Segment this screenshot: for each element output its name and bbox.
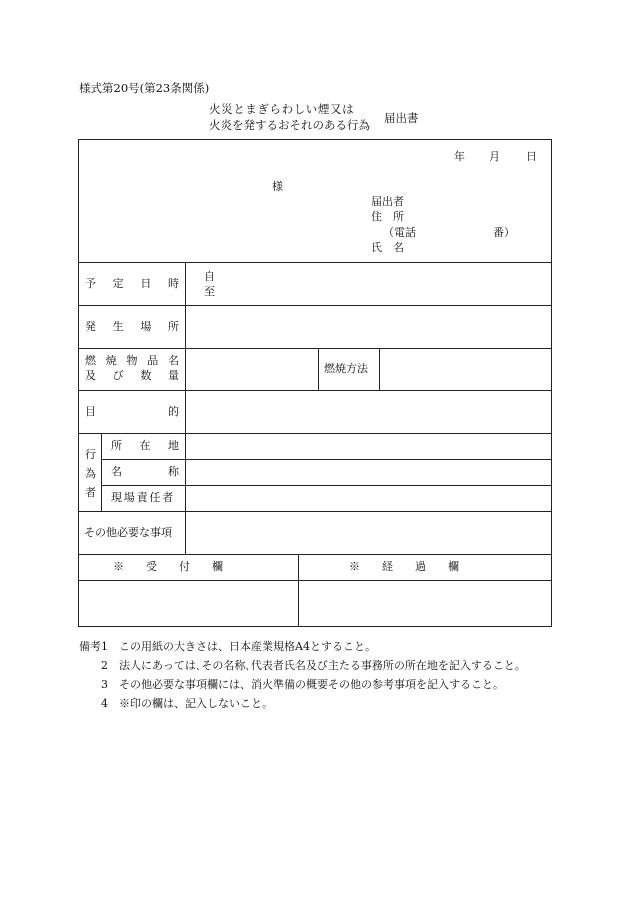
remark-4: 4 ※印の欄は、記入しないこと。 — [101, 697, 273, 710]
method-label: 燃焼方法 — [324, 362, 368, 375]
actor-label-3: 者 — [85, 486, 96, 499]
form-number: 様式第20号(第23条関係) — [79, 81, 210, 95]
progress-header: ※ 経 過 欄 — [349, 560, 459, 573]
reception-header: ※ 受 付 欄 — [113, 560, 223, 573]
remark-3: 3 その他必要な事項欄には、消火準備の概要その他の参考事項を記入すること。 — [101, 678, 504, 691]
notifier-label: 届出者 — [371, 195, 404, 208]
addressee-sama: 様 — [272, 180, 283, 193]
date-day: 日 — [526, 150, 537, 163]
title-line-2: 火炎を発するおそれのある行為 — [209, 118, 370, 132]
date-month: 月 — [489, 150, 500, 163]
other-label: その他必要な事項 — [84, 526, 172, 539]
schedule-from: 自 — [204, 270, 215, 283]
form-table — [78, 139, 552, 627]
remark-2: 2 法人にあっては､その名称､代表者氏名及び主たる事務所の所在地を記入すること。 — [101, 659, 526, 672]
actor-name-label-b: 称 — [168, 465, 179, 478]
address-label: 住 所 — [371, 210, 404, 223]
schedule-label: 予 定 日 時 — [85, 277, 179, 290]
material-label-2: 及 び 数 量 — [85, 369, 179, 382]
actor-label-2: 為 — [85, 467, 96, 480]
purpose-label-b: 的 — [168, 405, 179, 418]
schedule-to: 至 — [204, 285, 215, 298]
name-label: 氏 名 — [371, 241, 404, 254]
remark-1: 備考1 この用紙の大きさは、日本産業規格A4とすること。 — [79, 640, 376, 653]
date-year: 年 — [454, 150, 465, 163]
phone-label: （電話 番） — [383, 226, 515, 239]
actor-address-label: 所 在 地 — [111, 439, 179, 452]
purpose-label-a: 目 — [85, 405, 96, 418]
material-label-1: 燃 焼 物 品 名 — [85, 354, 179, 367]
actor-label-1: 行 — [85, 448, 96, 461]
title-line-1: 火災とまぎらわしい煙又は — [209, 102, 355, 116]
title-suffix: 届出書 — [384, 111, 419, 125]
actor-manager-label: 現場責任者 — [111, 491, 175, 504]
location-label: 発 生 場 所 — [85, 320, 179, 333]
actor-name-label-a: 名 — [111, 465, 122, 478]
